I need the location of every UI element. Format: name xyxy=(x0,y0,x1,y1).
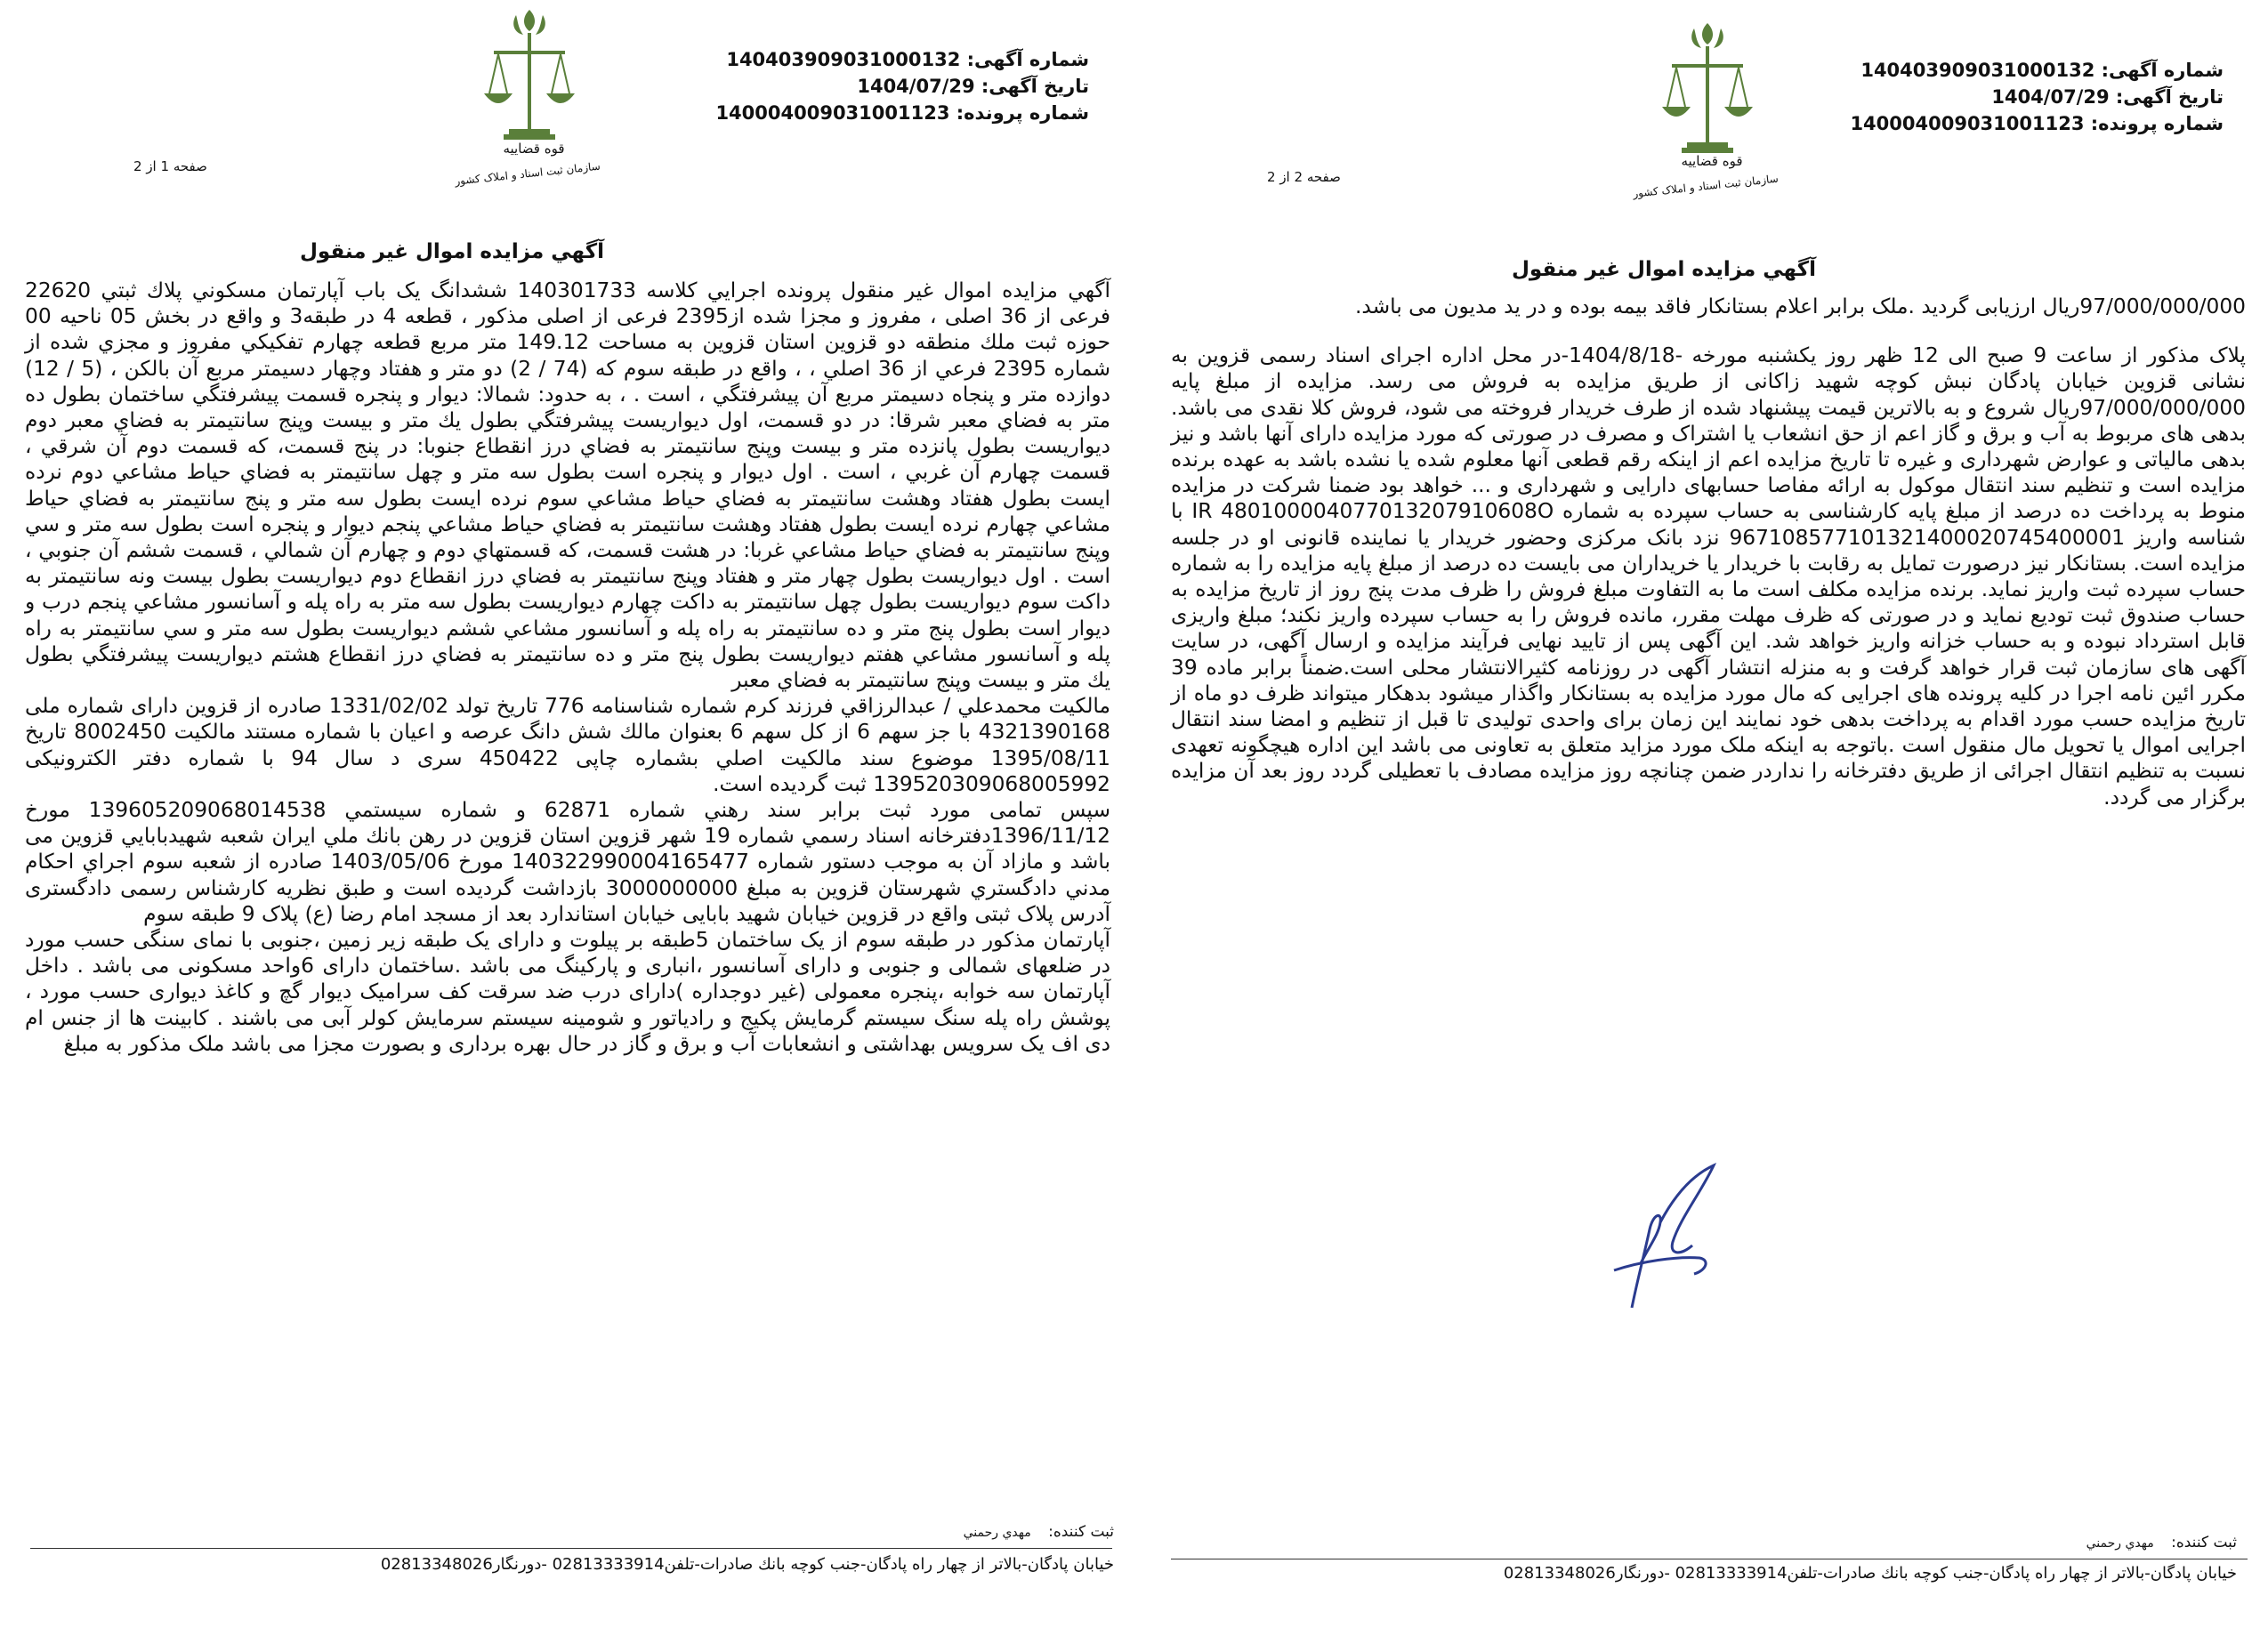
notice-date: 1404/07/29 xyxy=(1991,86,2110,108)
mortgage-paragraph: سپس تمامی مورد ثبت برابر سند رهني شماره 62871 و شماره سيستمي 139605209068014538 مورخ 1396/11/12دفترخانه اسناد رسمي شماره 19 شهر قزوين استان قزوين در رهن بانك ملي ايران شعبه شهيدبابايي قزوين می باشد و مازاد آن به موجب دستور شماره 140322990004165477 مورخ 1403/05/06 صادره از شعبه سوم اجراي احكام مدني دادگستري شهرستان قزوين به مبلغ 3000000000 بازداشت گرديده است و طبق نظریه کارشناس رسمی دادگستری آدرس پلاک ثبتی واقع در قزوین خیابان شهید بابایی خیابان استاندارد بعد از مسجد امام رضا (ع) پلاک 9 طبقه سوم xyxy=(25,798,1111,926)
case-number-label: شماره پرونده: xyxy=(2090,113,2224,134)
header-meta xyxy=(1850,57,2224,137)
notice-date-row xyxy=(1850,84,2224,110)
registrar-name: مهدي رحمني xyxy=(2086,1536,2154,1551)
footer-divider xyxy=(30,1548,1112,1549)
case-number-row xyxy=(715,100,1089,126)
notice-title: آگهي مزايده اموال غير منقول xyxy=(1511,258,1816,281)
emblem-caption: قوه قضاییه xyxy=(1681,153,1743,169)
ownership-paragraph: مالكيت محمدعلي / عبدالرزاقي فرزند كرم شماره شناسنامه 776 تاريخ تولد 1331/02/02 صادره از قزوين دارای شماره ملی 4321390168 با جز سهم 6 از كل سهم 6 بعنوان مالك شش دانگ عرصه و اعيان با شماره مستند مالكيت 8002450 تاريخ 1395/08/11 موضوع سند مالكيت اصلي بشماره چاپی 450422 سری د سال 94 با شماره دفتر الکترونیکی 139520309068005992 ثبت گردیده است. xyxy=(25,694,1110,796)
emblem-org-name: سازمان ثبت اسناد و املاک کشور xyxy=(1632,172,1780,200)
signature xyxy=(1587,1156,1765,1320)
notice-date: 1404/07/29 xyxy=(857,76,975,97)
footer-address: خيابان پادگان-بالاتر از چهار راه پادگان-جنب كوچه بانك صادرات-تلفن02813333914 -دورنگار02813348026 xyxy=(1503,1564,2237,1583)
notice-date-label: تاریخ آگهی: xyxy=(981,76,1089,97)
notice-title: آگهي مزايده اموال غير منقول xyxy=(299,240,604,263)
case-number-label: شماره پرونده: xyxy=(956,102,1089,124)
notice-body xyxy=(25,278,1110,1057)
building-description: آپارتمان مذکور در طبقه سوم از یک ساختمان 5طبقه بر پیلوت و دارای یک طبقه زیر زمین ،جنوبی با نمای سنگی حسب مورد در ضلعهای شمالی و جنوبی و دارای آسانسور ،انباری و پارکینگ می باشد .ساختمان دارای 6واحد مسکونی می باشد . داخل آپارتمان سه خوابه ،پنجره معمولی (غیر دوجداره )دارای درب ضد سرقت کف سرامیک دیوار گچ و کاغذ دیواری حسب مورد ، پوشش راه پله سنگ سیستم گرمایش پکیج و رادیاتور و شومینه سیستم سرمایش کولر آبی می باشند . کابینت ها از جنس ام دی اف یک سرویس بهداشتی و انشعابات آب و برق و گاز در حال بهره برداری و بصورت مجزا می باشد ملک مذکور به مبلغ xyxy=(25,928,1111,1056)
page-indicator: صفحه 2 از 2 xyxy=(1267,169,1341,185)
emblem-caption: قوه قضاییه xyxy=(503,141,565,157)
case-number: 140004009031001123 xyxy=(715,102,950,124)
registrar xyxy=(2086,1534,2237,1551)
notice-number-row xyxy=(1850,57,2224,84)
notice-number-row xyxy=(715,46,1089,73)
notice-page-2 xyxy=(1134,0,2268,1644)
registrar-name: مهدي رحمني xyxy=(963,1526,1031,1540)
header-meta xyxy=(715,46,1089,126)
auction-terms-paragraph: پلاک مذكور از ساعت 9 صبح الی 12 ظهر روز يكشنبه مورخه -1404/8/18-در محل اداره اجرای اسناد رسمی قزوين به نشانی قزوين خيابان پادگان نبش كوچه شهيد زاكانی از طريق مزايده به فروش می رسد. مزايده از مبلغ پايه 97/000/000/000ريال شروع و به بالاترين قيمت پيشنهاد شده از طرف خريدار فروخته می شود، فروش كلا نقدی می باشد. بدهی های مربوط به آب و برق و گاز اعم از حق انشعاب يا اشتراک و مصرف در صورتی كه مورد مزايده دارای آنها باشد و نيز بدهی مالياتی و عوارض شهرداری و غيره تا تاريخ مزايده اعم از اينكه رقم قطعی آنها معلوم شده يا نشده باشد به عهده برنده مزايده است و تنظيم سند انتقال موكول به ارائه مفاصا حسابهای دارايی و شهرداری و ... خواهد بود ضمنا شرکت در مزایده منوط به پرداخت ده درصد از مبلغ پایه کارشناسی به حساب سپرده به شماره IR 480100004077013207910608O با شناسه واریز 967108577101321400020745400001 نزد بانک مرکزی وحضور خریدار یا نماینده قانونی او در جلسه مزایده است. بستانکار نیز درصورت تمایل به رقابت با خریدار یا خریداران می بایست ده درصد از مبلغ پایه مزایده را به شماره حساب سپرده ثبت واریز نماید. برنده مزایده مکلف است ما به التفاوت مبلغ فروش را ظرف مدت پنج روز از تاریخ مزایده به حساب صندوق ثبت تودیع نماید و در صورتی که ظرف مهلت مقرر، مانده فروش را به حساب سپرده واریز نکند؛ مبلغ واریزی قابل استرداد نبوده و به حساب خزانه واریز خواهد شد. این آگهی پس از تایید نهایی فرآیند مزایده و ارسال آگهی، در سایت آگهی های سازمان ثبت قرار خواهد گرفت و به منزله انتشار آگهی در روزنامه کثیرالانتشار محلی است.ضمناً برابر ماده 39 مکرر ائین نامه اجرا در کلیه پرونده های اجرایی که مال مورد مزایده به بستانکار واگذار میشود بدهکار میتواند ظرف دو ماه از تاریخ مزایده حسب مورد اقدام به پرداخت بدهی خود نمایند این زمان برای واحدی تولیدی تا قبل از تنظیم و امضا سند انتقال اجرایی اموال یا تحویل مال منقول است .باتوجه به اینکه ملک مورد مزاید متعلق به تعاونی می باشد این اداره هیچگونه تعهدی نسبت به تنظیم انتقال اجرائی از طریق دفترخانه را نداردر ضمن چنانچه روز مزایده مصادف با تعطیلی گردد روز بعد آن مزایده برگزار می گردد. xyxy=(1171,343,2247,810)
notice-number: 140403909031000132 xyxy=(726,49,961,70)
notice-body xyxy=(1171,294,2246,810)
valuation-paragraph: 97/000/000/000ريال ارزيابی گرديد .ملک برابر اعلام بستانکار فاقد بیمه بوده و در ید مدیون می باشد. xyxy=(1354,294,2246,318)
case-number: 140004009031001123 xyxy=(1850,113,2085,134)
notice-date-label: تاریخ آگهی: xyxy=(2115,86,2224,108)
registrar-label: ثبت كننده: xyxy=(1048,1523,1114,1541)
case-number-row xyxy=(1850,110,2224,137)
notice-number-label: شماره آگهی: xyxy=(966,49,1089,70)
footer-address: خيابان پادگان-بالاتر از چهار راه پادگان-جنب كوچه بانك صادرات-تلفن02813333914 -دورنگار02813348026 xyxy=(380,1555,1114,1574)
notice-number-label: شماره آگهی: xyxy=(2101,60,2224,81)
page-indicator: صفحه 1 از 2 xyxy=(133,158,207,174)
property-description: آگهي مزايده اموال غير منقول پرونده اجرايي كلاسه 140301733 ششدانگ یک باب آپارتمان مسكوني پلاك ثبتي 22620 فرعی از 36 اصلی ، مفروز و مجزا شده از2395 فرعی از اصلی مذکور ، قطعه 4 در طبقه3 و واقع در بخش 05 ناحيه 00 حوزه ثبت ملك منطقه دو قزوين استان قزوين به مساحت 149.12 متر مربع قطعه چهارم تفكيكي مفروز و مجزي شده از شماره 2395 فرعي از 36 اصلي ، ، واقع در طبقه سوم كه (74 / 2) دو متر و هفتاد وچهار دسيمتر مربع آن بالكن ، (5 / 12) دوازده متر و پنجاه دسيمتر مربع آن پيشرفتگي ، است . ، به حدود: شمالا: ديوار و پنجره قسمت پيشرفتگي ساختمان بطول ده متر به فضاي معبر شرقا: در دو قسمت، اول ديواريست پيشرفتگي بطول يك متر و بيست وپنج سانتيمتر به فضاي معبر دوم ديواريست بطول پانزده متر و بيست وپنج سانتيمتر به فضاي درز انقطاع جنوبا: در پنج قسمت، كه قسمت دوم آن شرقي ، قسمت چهارم آن غربي ، است . اول ديوار و پنجره است بطول سه متر و چهل سانتيمتر به فضاي حياط مشاعي دوم نرده ايست بطول هفتاد وهشت سانتيمتر به فضاي حياط مشاعي سوم نرده ايست بطول سه متر و پنج سانتيمتر به فضاي حياط مشاعي چهارم نرده ايست بطول هفتاد وهشت سانتيمتر به فضاي حياط مشاعي پنجم ديوار و پنجره است بطول سه متر و سي وپنج سانتيمتر به فضاي حياط مشاعي غربا: در هشت قسمت، كه قسمتهاي دوم و چهارم آن شمالي ، قسمت ششم آن جنوبي ، است . اول ديواريست بطول چهار متر و هفتاد وپنج سانتيمتر به فضاي درز انقطاع دوم ديواريست بطول بيست ونه سانتيمتر به داكت سوم ديواريست بطول چهل سانتيمتر به داكت چهارم ديواريست بطول سه متر به راه پله و آسانسور مشاعي پنجم درب و ديوار است بطول پنج متر و ده سانتيمتر به راه پله و آسانسور مشاعي ششم ديواريست بطول سه متر و سي سانتيمتر به راه پله و آسانسور مشاعي هفتم ديواريست بطول پنج متر و ده سانتيمتر به فضاي درز انقطاع هشتم ديواريست پيشرفتگي بطول يك متر و بيست وپنج سانتيمتر به فضاي معبر xyxy=(25,278,1110,693)
notice-number: 140403909031000132 xyxy=(1860,60,2095,81)
registrar-label: ثبت كننده: xyxy=(2171,1534,2237,1551)
registrar xyxy=(964,1523,1114,1541)
emblem-org-name: سازمان ثبت اسناد و املاک کشور xyxy=(454,159,601,188)
notice-date-row xyxy=(715,73,1089,100)
